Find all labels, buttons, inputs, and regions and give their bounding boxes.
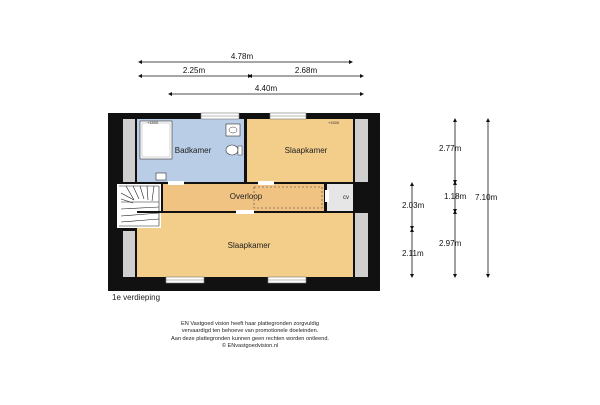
dim-top-room-depth: 2.77m: [439, 144, 462, 153]
disclaimer: [100, 321, 400, 351]
room-label-cv: cv: [343, 195, 349, 201]
disclaimer-line-1: EN Vastgoed vision heeft haar plattegronden zorgvuldig: [181, 321, 319, 327]
right-wall-panel-bottom: [355, 213, 368, 277]
dim-total-width: 4.78m: [230, 52, 254, 61]
cv-closet-floor: [327, 184, 353, 211]
toilet: [226, 145, 238, 155]
dim-bottom-room-depth: 2.97m: [439, 239, 462, 248]
dim-left-width: 2.25m: [182, 66, 206, 75]
dim-inner-width: 4.40m: [254, 84, 278, 93]
dim-right-width: 2.68m: [294, 66, 318, 75]
left-wall-panel-top: [123, 119, 135, 182]
floor-level-label: 1e verdieping: [112, 293, 161, 302]
door-bottom-bedroom: [236, 210, 254, 214]
wash-basin: [226, 124, 240, 136]
disclaimer-line-2: vervaardigd ten behoeve van promotionele doeleinden.: [181, 328, 319, 335]
room-label-overloop: Overloop: [229, 192, 263, 201]
stairs-area: [117, 184, 161, 228]
shower-tray: [140, 121, 172, 159]
bedroom-height-label: +1500: [328, 120, 340, 125]
room-label-slaapkamer-top: Slaapkamer: [284, 146, 328, 155]
door-bathroom: [168, 181, 184, 185]
right-wall-panel-top: [355, 119, 368, 182]
left-wall-panel-bottom: [123, 231, 135, 277]
dim-stair-upper: 2.03m: [402, 201, 425, 210]
disclaimer-line-4: © ENvastgoedvision.nl: [221, 343, 279, 350]
wall-bath-bedroom: [244, 119, 247, 184]
dim-stair-lower: 2.11m: [402, 249, 424, 258]
door-top-bedroom: [258, 181, 274, 185]
bath-sink: [156, 173, 166, 180]
bath-height-label: +1500: [147, 120, 159, 125]
room-label-badkamer: Badkamer: [174, 146, 212, 155]
horizontal-dimensions: [140, 62, 362, 94]
dim-total-depth: 7.10m: [475, 193, 498, 202]
wall-stairs: [161, 184, 163, 211]
room-label-slaapkamer-bottom: Slaapkamer: [227, 241, 271, 250]
disclaimer-line-3: Aan deze plattegronden kunnen geen rechten worden ontleend.: [171, 335, 329, 342]
dim-landing-depth: 1.18m: [444, 192, 467, 201]
door-cv: [325, 190, 329, 202]
